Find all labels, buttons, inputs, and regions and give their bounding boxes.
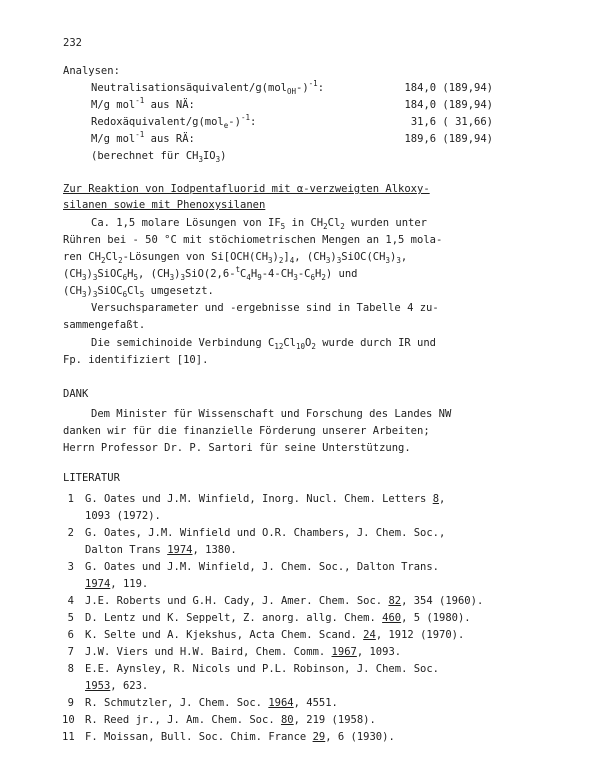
reference-volume: 1953 <box>85 680 111 692</box>
analysen-row-4-value: 189,6 (189,94) <box>404 133 493 145</box>
reference-volume: 1974 <box>85 578 111 590</box>
analysen-row-3-value: 31,6 ( 31,66) <box>410 116 493 128</box>
analysen-heading: Analysen: <box>63 65 120 77</box>
reference-volume: 460 <box>382 612 402 624</box>
dank-line-3: Herrn Professor Dr. P. Sartori für seine Unterstützung. <box>63 442 411 454</box>
reference-volume: 29 <box>312 731 326 743</box>
reference-text-line <box>85 526 445 540</box>
reference-text-line <box>85 662 439 676</box>
reference-number: 1 <box>67 493 74 505</box>
reference-text: K. Selte und A. Kjekshus, Acta Chem. Scand. <box>85 629 364 641</box>
body-p3-line-2: Fp. identifiziert [10]. <box>63 354 209 366</box>
reference-text: F. Moissan, Bull. Soc. Chim. France <box>85 731 313 743</box>
analysen-row-1-value: 184,0 (189,94) <box>404 82 493 94</box>
reference-volume: 1967 <box>331 646 357 658</box>
analysen-row-1-label: Neutralisationsäquivalent/$g(mol_{OH}-)^{-1}$: <box>91 79 325 96</box>
reference-volume: 80 <box>280 714 294 726</box>
reference-text: , 119. <box>110 578 149 590</box>
reference-text: , 623. <box>110 680 149 692</box>
body-p1-line-5: $(CH_3)_3SiOC_6Cl_5$ umgesetzt. <box>63 285 214 299</box>
reference-text: , 5 (1980). <box>401 612 471 624</box>
body-p3-line-1: Die semichinoide Verbindung $C_{12}Cl_{10}O_2$ wurde durch IR und <box>91 337 436 351</box>
reference-volume: 24 <box>363 629 376 641</box>
reference-text: G. Oates, J.M. Winfield und O.R. Chambers, J. Chem. Soc., <box>85 527 446 539</box>
analysen-row-2-label: M/g mol$^{-1}$ aus NÄ: <box>91 96 195 111</box>
analysen-row-4-label: M/g mol$^{-1}$ aus RÄ: <box>91 130 195 145</box>
body-p1-line-1: Ca. 1,5 molare Lösungen von $IF_5$ in $CH_2Cl_2$ wurden unter <box>91 217 427 231</box>
reference-text-line <box>85 628 464 642</box>
reference-text: , <box>439 493 446 505</box>
reference-text: 1093 (1972). <box>85 510 161 522</box>
reference-text-line <box>85 679 148 693</box>
reference-text: J.W. Viers und H.W. Baird, Chem. Comm. <box>85 646 332 658</box>
reference-text: Dalton Trans <box>85 544 168 556</box>
reference-text-line <box>85 492 445 506</box>
reference-text-line <box>85 696 338 710</box>
reference-text: , 4551. <box>293 697 338 709</box>
dank-heading: DANK <box>63 388 89 400</box>
reference-text-line <box>85 560 439 574</box>
analysen-row-3-label: Redoxäquivalent/$g(mol_e-)^{-1}$: <box>91 113 257 130</box>
analysen-calculated-note: (berechnet für $CH_3IO_3$) <box>91 150 227 164</box>
reference-volume: 1964 <box>268 697 294 709</box>
reference-text: , 219 (1958). <box>293 714 376 726</box>
reference-volume: 82 <box>388 595 402 607</box>
reference-number: 2 <box>67 527 74 539</box>
reference-text: R. Schmutzler, J. Chem. Soc. <box>85 697 269 709</box>
reference-number: 10 <box>62 714 75 726</box>
body-p1-line-4: $(CH_3)_3SiOC_6H_5$, $(CH_3)_3SiO(2,6-^tC_4H_9-4-CH_3-C_6H_2)$ und <box>63 265 358 282</box>
reference-number: 6 <box>67 629 74 641</box>
reference-number: 8 <box>67 663 74 675</box>
reference-text: D. Lentz und K. Seppelt, Z. anorg. allg. Chem. <box>85 612 383 624</box>
reference-text-line <box>85 509 161 523</box>
body-p1-line-3: ren $CH_2Cl_2$-Lösungen von $Si[OCH(CH_3)_2]_4$, $(CH_3)_3SiOC(CH_3)_3$, <box>63 251 408 265</box>
reference-text: , 6 (1930). <box>325 731 395 743</box>
reference-text: , 1093. <box>356 646 402 658</box>
reference-text-line <box>85 611 471 625</box>
reference-text: J.E. Roberts und G.H. Cady, J. Amer. Chem. Soc. <box>85 595 389 607</box>
body-p2-line-2: sammengefaßt. <box>63 319 146 331</box>
reference-number: 7 <box>67 646 74 658</box>
literatur-heading: LITERATUR <box>63 472 120 484</box>
reference-text: E.E. Aynsley, R. Nicols und P.L. Robinson, J. Chem. Soc. <box>85 663 440 675</box>
dank-line-2: danken wir für die finanzielle Förderung unserer Arbeiten; <box>63 425 430 437</box>
reference-text-line <box>85 713 376 727</box>
reference-text: G. Oates und J.M. Winfield, J. Chem. Soc., Dalton Trans. <box>85 561 440 573</box>
reference-number: 5 <box>67 612 74 624</box>
body-p1-line-2: Rühren bei - 50 °C mit stöchiometrischen Mengen an 1,5 mola- <box>63 234 443 246</box>
page-number: 232 <box>63 37 82 49</box>
reference-text: , 1912 (1970). <box>375 629 465 641</box>
reference-number: 11 <box>62 731 75 743</box>
reference-text: G. Oates und J.M. Winfield, Inorg. Nucl. Chem. Letters <box>85 493 433 505</box>
section-title-line-1: Zur Reaktion von Iodpentafluorid mit α-verzweigten Alkoxy- <box>63 183 430 195</box>
reference-volume: 1974 <box>167 544 193 556</box>
reference-text: R. Reed jr., J. Am. Chem. Soc. <box>85 714 281 726</box>
reference-text: , 354 (1960). <box>401 595 484 607</box>
dank-line-1: Dem Minister für Wissenschaft und Forschung des Landes NW <box>91 408 452 420</box>
reference-number: 9 <box>67 697 74 709</box>
reference-text-line <box>85 577 148 591</box>
reference-number: 3 <box>67 561 74 573</box>
reference-text-line <box>85 594 483 608</box>
reference-text-line <box>85 543 237 557</box>
analysen-row-2-value: 184,0 (189,94) <box>404 99 493 111</box>
reference-text: , 1380. <box>192 544 237 556</box>
reference-number: 4 <box>67 595 74 607</box>
reference-text-line <box>85 730 395 744</box>
reference-volume: 8 <box>432 493 440 505</box>
body-p2-line-1: Versuchsparameter und -ergebnisse sind in Tabelle 4 zu- <box>91 302 439 314</box>
section-title-line-2: silanen sowie mit Phenoxysilanen <box>63 199 266 211</box>
reference-text-line <box>85 645 401 659</box>
